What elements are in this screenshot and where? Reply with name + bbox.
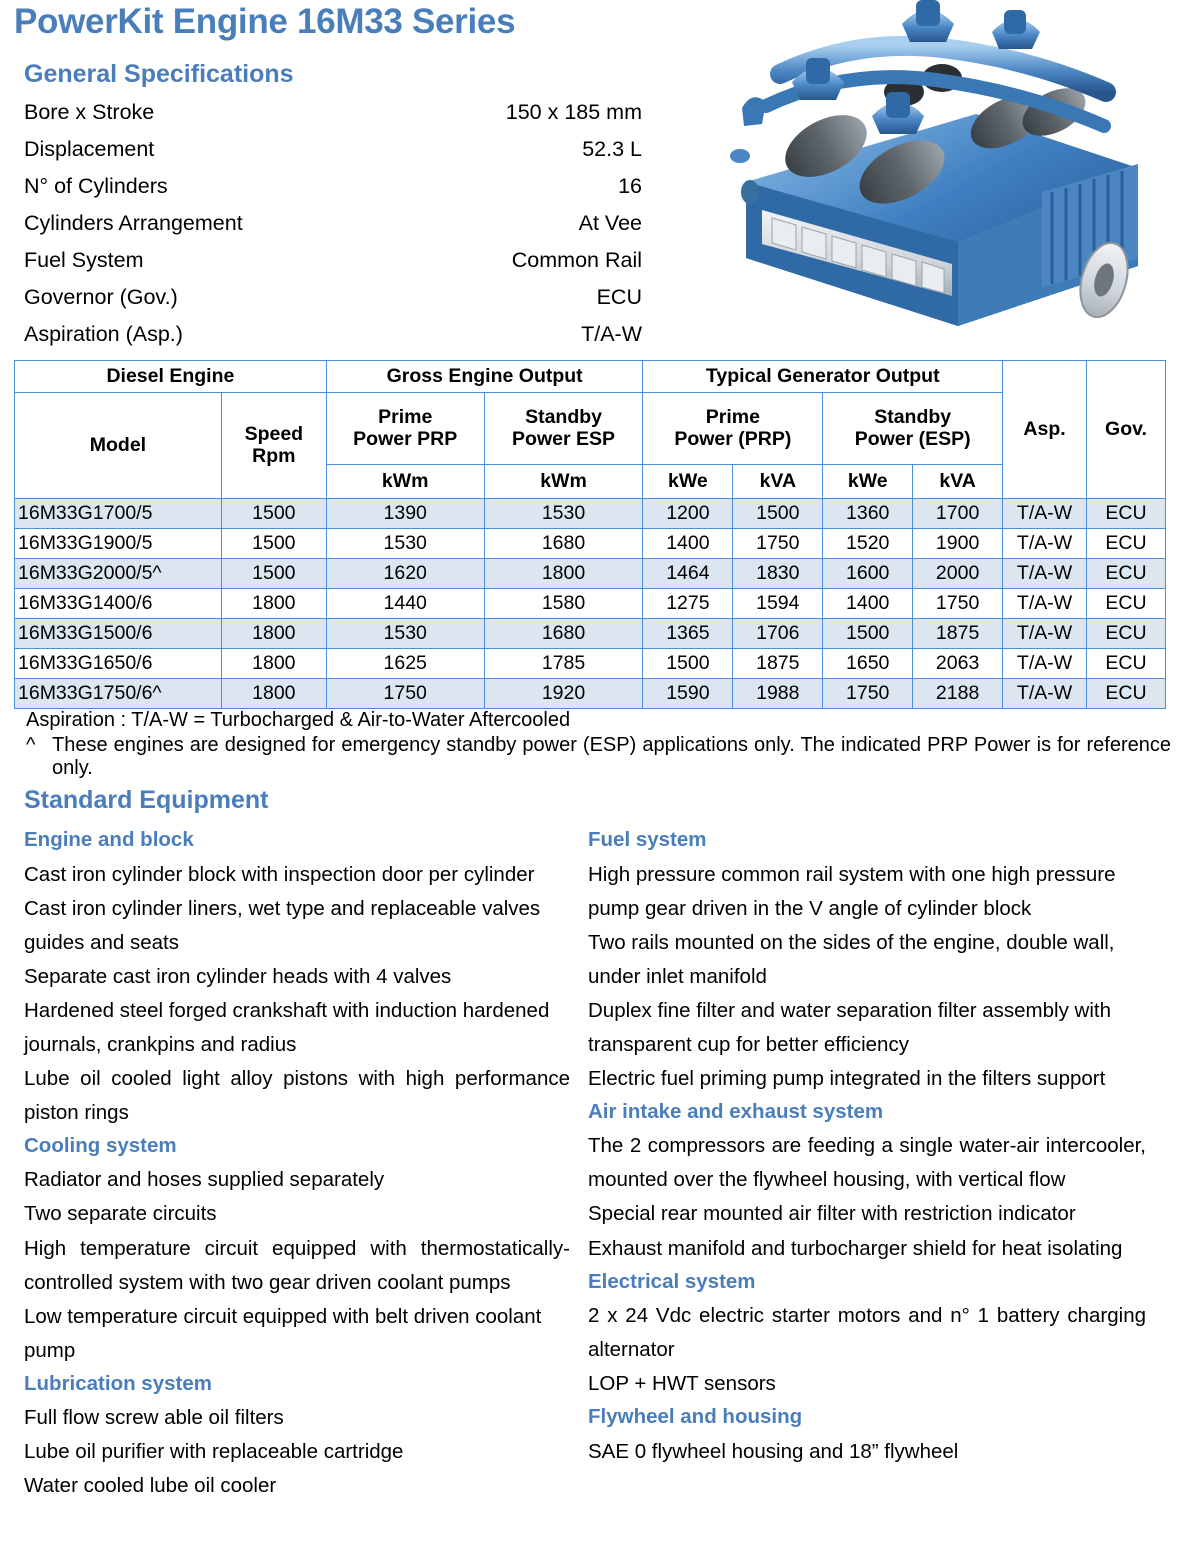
header-gross-engine-output: Gross Engine Output [326,361,643,393]
cell-model: 16M33G2000/5^ [15,559,222,589]
cell-prp-kwm: 1440 [326,589,484,619]
cell-model: 16M33G1400/6 [15,589,222,619]
equipment-group [24,826,570,1130]
equipment-item: Water cooled lube oil cooler [24,1474,277,1498]
spec-value: 16 [618,174,642,198]
cell-gen-prp-kwe: 1590 [643,679,733,709]
header-gen-standby-power [823,393,1003,465]
cell-prp-kwm: 1750 [326,679,484,709]
table-header-sub-row [15,393,1166,465]
header-diesel-engine: Diesel Engine [15,361,327,393]
cell-speed: 1500 [221,559,326,589]
cell-model: 16M33G1650/6 [15,649,222,679]
spec-label: Aspiration (Asp.) [24,322,183,346]
footnote-aspiration: Aspiration : T/A-W = Turbocharged & Air-to-Water Aftercooled [26,709,571,731]
table-body [15,499,1166,709]
table-row [15,649,1166,679]
equipment-item: Hardened steel forged crankshaft with induction hardened journals, crankpins and radius [24,998,550,1056]
equipment-item: Electric fuel priming pump integrated in the filters support [588,1066,1106,1090]
standard-equipment-right-column [580,826,1160,1553]
cell-gen-esp-kva: 1700 [913,499,1003,529]
cell-gen-esp-kwe: 1500 [823,619,913,649]
table-row [15,529,1166,559]
cell-speed: 1500 [221,499,326,529]
spec-label: Cylinders Arrangement [24,211,243,235]
standard-equipment-left-column [0,826,580,1553]
equipment-group-heading: Electrical system [588,1269,756,1293]
cell-gov: ECU [1087,499,1166,529]
cell-asp: T/A-W [1003,679,1087,709]
cell-gen-prp-kva: 1500 [733,499,823,529]
cell-gen-esp-kwe: 1400 [823,589,913,619]
header-unit-gen-prp-kva: kVA [733,465,823,499]
cell-gen-prp-kwe: 1200 [643,499,733,529]
cell-esp-kwm: 1530 [484,499,643,529]
cell-gen-esp-kva: 2000 [913,559,1003,589]
cell-speed: 1800 [221,649,326,679]
cell-gen-prp-kwe: 1500 [643,649,733,679]
cell-asp: T/A-W [1003,529,1087,559]
equipment-item: Cast iron cylinder block with inspection door per cylinder [24,862,535,886]
cell-gen-esp-kwe: 1650 [823,649,913,679]
header-prp-line1: Prime [378,405,433,428]
standard-equipment-columns [0,826,1180,1553]
cell-model: 16M33G1900/5 [15,529,222,559]
cell-gen-prp-kva: 1988 [733,679,823,709]
header-prp-line2: Power PRP [353,427,458,450]
header-gov: Gov. [1087,361,1166,499]
header-typical-generator-output: Typical Generator Output [643,361,1003,393]
cell-gen-prp-kva: 1706 [733,619,823,649]
equipment-group [588,1403,1146,1469]
header-gen-prime-power [643,393,823,465]
spec-value: 150 x 185 mm [505,100,642,124]
cell-model: 16M33G1700/5 [15,499,222,529]
table-row [15,679,1166,709]
header-gen-esp-line1: Standby [874,405,952,428]
spec-label: Governor (Gov.) [24,285,178,309]
header-standby-power-esp [484,393,643,465]
equipment-group [588,826,1146,1096]
equipment-group-heading: Cooling system [24,1133,177,1157]
cell-speed: 1800 [221,679,326,709]
table-header-group-row [15,361,1166,393]
cell-gen-esp-kva: 2188 [913,679,1003,709]
equipment-item: Duplex fine filter and water separation filter assembly with transparent cup for better efficiency [588,998,1111,1056]
spec-value: 52.3 L [582,137,642,161]
cell-gen-prp-kwe: 1464 [643,559,733,589]
equipment-item: Separate cast iron cylinder heads with 4 valves [24,964,452,988]
cell-gov: ECU [1087,589,1166,619]
engine-photo [706,0,1176,348]
cell-esp-kwm: 1680 [484,529,643,559]
cell-asp: T/A-W [1003,559,1087,589]
spec-row [24,100,642,137]
spec-label: Bore x Stroke [24,100,155,124]
equipment-group-heading: Flywheel and housing [588,1405,803,1429]
spec-row [24,137,642,174]
header-speed-line2: Rpm [252,444,296,467]
spec-row [24,322,642,359]
cell-model: 16M33G1750/6^ [15,679,222,709]
cell-gen-esp-kva: 1900 [913,529,1003,559]
table-row [15,589,1166,619]
spec-value: T/A-W [581,322,642,346]
cell-gen-esp-kva: 2063 [913,649,1003,679]
cell-gov: ECU [1087,619,1166,649]
spec-label: Fuel System [24,248,144,272]
cell-gen-esp-kwe: 1360 [823,499,913,529]
cell-asp: T/A-W [1003,499,1087,529]
cell-gov: ECU [1087,649,1166,679]
footnote-caret-mark: ^ [26,733,36,756]
spec-row [24,285,642,322]
equipment-group [24,1132,570,1368]
header-prime-power-prp [326,393,484,465]
spec-value: ECU [596,285,642,309]
cell-prp-kwm: 1620 [326,559,484,589]
cell-model: 16M33G1500/6 [15,619,222,649]
cell-gen-prp-kva: 1750 [733,529,823,559]
cell-speed: 1800 [221,589,326,619]
header-unit-prp-kwm: kWm [326,465,484,499]
cell-gen-esp-kva: 1750 [913,589,1003,619]
equipment-item: Lube oil cooled light alloy pistons with high performance piston rings [24,1066,570,1124]
cell-gen-esp-kwe: 1520 [823,529,913,559]
equipment-item: Full flow screw able oil filters [24,1406,284,1430]
equipment-item: Two separate circuits [24,1202,217,1226]
table-footnotes [26,707,1171,780]
spec-row [24,174,642,211]
cell-asp: T/A-W [1003,619,1087,649]
equipment-item: LOP + HWT sensors [588,1372,776,1396]
header-speed-line1: Speed [244,422,304,445]
equipment-group [24,1370,570,1504]
equipment-item: Lube oil purifier with replaceable cartridge [24,1440,404,1464]
cell-gen-prp-kva: 1594 [733,589,823,619]
cell-gov: ECU [1087,529,1166,559]
general-specifications-list [24,100,642,359]
header-gen-prp-line2: Power (PRP) [674,427,792,450]
equipment-item: SAE 0 flywheel housing and 18” flywheel [588,1439,959,1463]
table-row [15,559,1166,589]
equipment-item: Two rails mounted on the sides of the engine, double wall, under inlet manifold [588,930,1115,988]
cell-esp-kwm: 1680 [484,619,643,649]
spec-value: At Vee [578,211,642,235]
equipment-item: Low temperature circuit equipped with belt driven coolant pump [24,1304,542,1362]
engine-ratings-table [14,360,1166,709]
equipment-item: High pressure common rail system with one high pressure pump gear driven in the V angle of cylinder block [588,862,1116,920]
header-asp: Asp. [1003,361,1087,499]
footnote-caret [26,734,1171,780]
header-unit-gen-esp-kwe: kWe [823,465,913,499]
header-speed-rpm [221,393,326,499]
header-unit-esp-kwm: kWm [484,465,643,499]
table-head [15,361,1166,499]
equipment-group-heading: Air intake and exhaust system [588,1099,884,1123]
cell-gov: ECU [1087,679,1166,709]
equipment-group-heading: Engine and block [24,828,194,851]
equipment-item: Radiator and hoses supplied separately [24,1168,385,1192]
spec-value: Common Rail [511,248,642,272]
header-esp-line1: Standby [525,405,602,428]
cell-esp-kwm: 1785 [484,649,643,679]
header-esp-line2: Power ESP [512,427,616,450]
cell-esp-kwm: 1920 [484,679,643,709]
cell-gen-prp-kwe: 1365 [643,619,733,649]
cell-gov: ECU [1087,559,1166,589]
equipment-item: Special rear mounted air filter with restriction indicator [588,1202,1076,1226]
header-unit-gen-prp-kwe: kWe [643,465,733,499]
equipment-group [588,1098,1146,1266]
cell-prp-kwm: 1530 [326,619,484,649]
cell-asp: T/A-W [1003,589,1087,619]
spec-row [24,248,642,285]
spec-label: N° of Cylinders [24,174,168,198]
cell-gen-prp-kva: 1875 [733,649,823,679]
cell-prp-kwm: 1530 [326,529,484,559]
cell-asp: T/A-W [1003,649,1087,679]
table-row [15,619,1166,649]
cell-gen-prp-kwe: 1275 [643,589,733,619]
cell-gen-prp-kva: 1830 [733,559,823,589]
equipment-item: Cast iron cylinder liners, wet type and replaceable valves guides and seats [24,896,541,954]
equipment-group-heading: Fuel system [588,828,707,851]
header-model: Model [15,393,222,499]
equipment-item: Exhaust manifold and turbocharger shield for heat isolating [588,1236,1123,1260]
spec-label: Displacement [24,137,155,161]
header-unit-gen-esp-kva: kVA [913,465,1003,499]
page-title: PowerKit Engine 16M33 Series [14,2,516,41]
cell-gen-esp-kwe: 1600 [823,559,913,589]
equipment-item: The 2 compressors are feeding a single water-air intercooler, mounted over the flywheel housing, with vertical flow [588,1134,1146,1192]
equipment-item: 2 x 24 Vdc electric starter motors and n° 1 battery charging alternator [588,1304,1146,1362]
cell-speed: 1500 [221,529,326,559]
spec-row [24,211,642,248]
footnote-caret-text: These engines are designed for emergency standby power (ESP) applications only. The indicated PRP Power is for reference only. [52,733,1171,779]
equipment-group-heading: Lubrication system [24,1371,212,1395]
cell-gen-esp-kva: 1875 [913,619,1003,649]
cell-prp-kwm: 1625 [326,649,484,679]
cell-gen-esp-kwe: 1750 [823,679,913,709]
cell-esp-kwm: 1580 [484,589,643,619]
equipment-group [588,1268,1146,1402]
cell-esp-kwm: 1800 [484,559,643,589]
standard-equipment-heading: Standard Equipment [24,786,269,814]
general-specifications-heading: General Specifications [24,60,294,88]
equipment-item: High temperature circuit equipped with thermostatically-controlled system with two gear driven coolant pumps [24,1236,570,1294]
cell-speed: 1800 [221,619,326,649]
header-gen-esp-line2: Power (ESP) [854,427,971,450]
cell-gen-prp-kwe: 1400 [643,529,733,559]
header-gen-prp-line1: Prime [705,405,760,428]
table-row [15,499,1166,529]
cell-prp-kwm: 1390 [326,499,484,529]
